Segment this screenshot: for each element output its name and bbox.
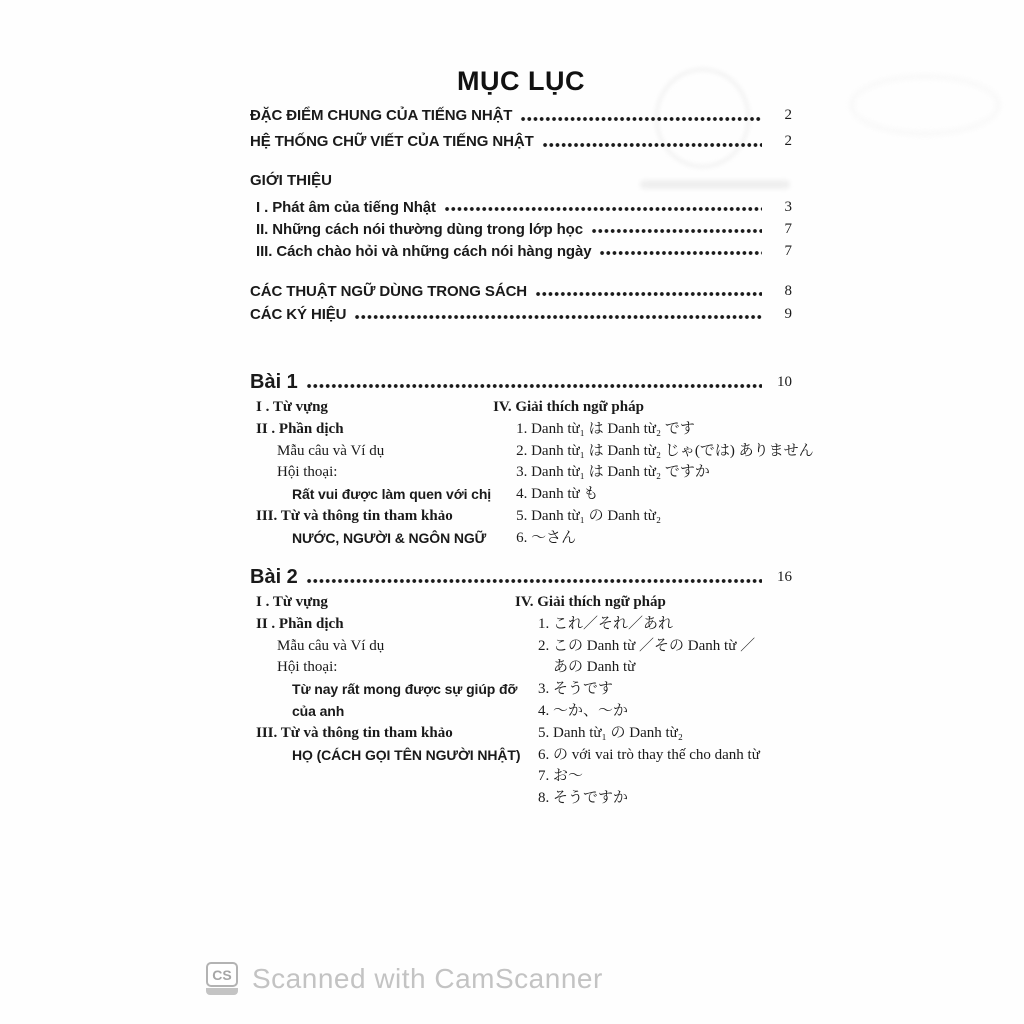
intro-section — [250, 172, 792, 262]
dotted-leader — [542, 142, 762, 148]
grammar-item: 4. Danh từ も — [516, 486, 599, 503]
toc-entry-page: 2 — [784, 132, 792, 149]
toc-entry-page: 9 — [784, 306, 792, 322]
toc-entry-page: 7 — [784, 242, 792, 259]
grammar-item: 5. Danh từ₁ の Danh từ₂ — [538, 724, 684, 741]
toc-entry — [250, 303, 792, 326]
lesson-line: II . Phần dịch — [256, 420, 344, 437]
lesson-2-section — [250, 564, 792, 810]
toc-entry-page: 3 — [784, 198, 792, 215]
toc-entry-label: HỆ THỐNG CHỮ VIẾT CỦA TIẾNG NHẬT — [250, 132, 534, 150]
lesson-line: Mẫu câu và Ví dụ — [277, 442, 385, 459]
grammar-heading: IV. Giải thích ngữ pháp — [493, 399, 644, 415]
grammar-item: 1. これ／それ／あれ — [538, 615, 674, 632]
grammar-item: 2. Danh từ₁ は Danh từ₂ じゃ(では) ありません — [516, 442, 814, 459]
toc-entry — [250, 128, 792, 154]
grammar-item: 6. の với vai trò thay thế cho danh từ — [538, 746, 760, 763]
lesson-title-row — [250, 369, 792, 395]
grammar-item: 6. ～さん — [516, 529, 577, 546]
lesson-left-column — [250, 592, 521, 810]
lesson-line: I . Từ vựng — [256, 594, 328, 610]
lesson-columns — [250, 592, 792, 810]
toc-entry-page: 8 — [784, 283, 792, 299]
dotted-leader — [599, 250, 762, 256]
camscanner-watermark — [206, 962, 603, 995]
lesson-dialog-line: HỌ (CÁCH GỌI TÊN NGƯỜI NHẬT) — [292, 746, 521, 763]
lesson-line: Hội thoại: — [277, 659, 338, 676]
camscanner-icon-bar — [206, 988, 238, 995]
dotted-leader — [444, 206, 762, 212]
lesson-line: III. Từ và thông tin tham khảo — [256, 507, 453, 524]
grammar-item: 3. そうです — [538, 681, 614, 698]
toc-entry-page: 2 — [784, 106, 792, 123]
camscanner-icon-label: CS — [206, 962, 238, 987]
grammar-item: 2. この Danh từ ／その Danh từ ／ — [538, 637, 756, 654]
lesson-right-column — [491, 397, 814, 550]
grammar-heading: IV. Giải thích ngữ pháp — [515, 594, 666, 610]
front-entries — [250, 102, 792, 154]
toc-entry-label: I . Phát âm của tiếng Nhật — [256, 198, 436, 216]
toc-entry-label: CÁC KÝ HIỆU — [250, 306, 347, 323]
toc-entry — [250, 196, 792, 218]
grammar-item: 5. Danh từ₁ の Danh từ₂ — [516, 507, 662, 524]
lesson-line: II . Phần dịch — [256, 615, 344, 632]
lesson-title: Bài 2 — [250, 565, 298, 588]
dotted-leader — [520, 116, 762, 122]
toc-entry — [250, 218, 792, 240]
lesson-1-section — [250, 369, 814, 550]
toc-entry — [250, 102, 792, 128]
toc-entry-label: ĐẶC ĐIỂM CHUNG CỦA TIẾNG NHẬT — [250, 106, 513, 124]
toc-entry — [250, 240, 792, 262]
lesson-columns — [250, 397, 814, 550]
section-heading: GIỚI THIỆU — [250, 172, 332, 189]
lesson-page: 16 — [777, 568, 792, 585]
grammar-item: 1. Danh từ₁ は Danh từ₂ です — [516, 420, 695, 437]
lesson-line: Mẫu câu và Ví dụ — [277, 637, 385, 654]
toc-entry-label: III. Cách chào hỏi và những cách nói hàng ngày — [256, 242, 592, 260]
toc-entry-page: 7 — [784, 220, 792, 237]
toc-entry-label: II. Những cách nói thường dùng trong lớp học — [256, 220, 583, 238]
page-title: MỤC LỤC — [457, 66, 585, 96]
lesson-left-column — [250, 397, 491, 550]
toc-entry — [250, 280, 792, 303]
terminology-entries — [250, 280, 792, 326]
dotted-leader — [591, 228, 762, 234]
lesson-line: III. Từ và thông tin tham khảo — [256, 724, 453, 741]
lesson-right-column — [513, 592, 792, 810]
dotted-leader — [306, 383, 762, 389]
camscanner-icon — [206, 962, 238, 995]
lesson-dialog-line: Từ nay rất mong được sự giúp đỡ — [292, 681, 518, 698]
grammar-item: 3. Danh từ₁ は Danh từ₂ ですか — [516, 464, 710, 481]
lesson-page: 10 — [777, 373, 792, 390]
lesson-title: Bài 1 — [250, 370, 298, 393]
grammar-item: 4. ～か、～か — [538, 702, 629, 719]
lesson-dialog-line: NƯỚC, NGƯỜI & NGÔN NGỮ — [292, 529, 487, 546]
toc-entry-label: CÁC THUẬT NGỮ DÙNG TRONG SÁCH — [250, 283, 528, 300]
dotted-leader — [535, 291, 762, 297]
lesson-title-row — [250, 564, 792, 590]
dotted-leader — [306, 578, 762, 584]
lesson-dialog-line: Rất vui được làm quen với chị — [292, 486, 492, 503]
grammar-item-continuation: あの Danh từ — [553, 659, 636, 676]
scan-artifact — [850, 75, 1000, 135]
lesson-line: Hội thoại: — [277, 464, 338, 481]
dotted-leader — [354, 314, 762, 320]
lesson-dialog-line: của anh — [292, 702, 345, 719]
watermark-text: Scanned with CamScanner — [252, 962, 603, 994]
grammar-item: 7. お～ — [538, 768, 584, 785]
lesson-line: I . Từ vựng — [256, 399, 328, 415]
grammar-item: 8. そうですか — [538, 790, 629, 807]
